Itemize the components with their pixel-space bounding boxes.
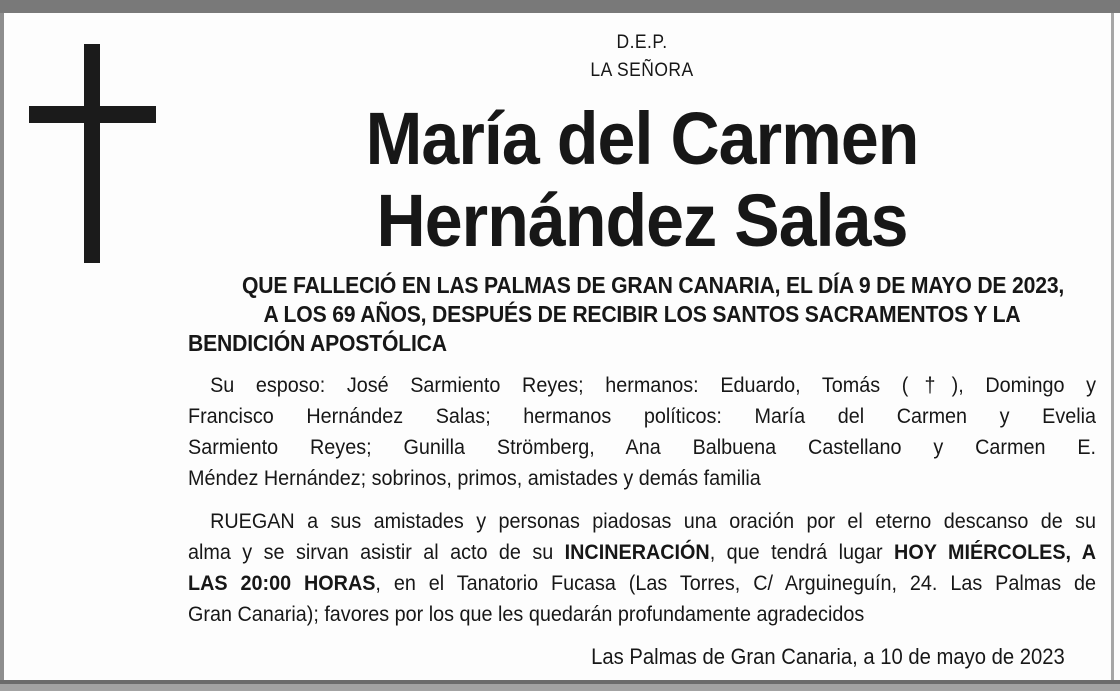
bold-text-segment: LAS 20:00 HORAS: [188, 571, 376, 595]
text-segment: Gran Canaria); favores por los que les quedarán profundamente agradecidos: [188, 602, 865, 626]
paragraph-line: [188, 537, 1096, 568]
notice-text-column: [188, 31, 1096, 671]
honorific-heading: LA SEÑORA: [590, 60, 694, 81]
scan-edge-left: [0, 13, 4, 691]
deceased-name-line2: Hernández Salas: [376, 179, 908, 262]
cross-vertical-bar: [84, 44, 100, 263]
paragraph-line: [188, 329, 1096, 358]
paragraph-line: [188, 463, 1096, 494]
scan-edge-top: [0, 0, 1120, 13]
bold-text-segment: INCINERACIÓN: [564, 540, 710, 564]
paragraph-line: [188, 271, 1096, 300]
paragraph-line: [188, 506, 1096, 537]
text-segment: Sarmiento Reyes; Gunilla Strömberg, Ana Balbuena Castellano y Carmen E.: [188, 435, 1097, 459]
text-segment: Su esposo: José Sarmiento Reyes; hermanos: Eduardo, Tomás (†), Domingo y: [210, 373, 1097, 397]
text-segment: QUE FALLECIÓ EN LAS PALMAS DE GRAN CANARIA, EL DÍA 9 DE MAYO DE 2023,: [242, 272, 1065, 298]
plea-paragraph: [188, 506, 1096, 630]
text-segment: , que tendrá lugar: [709, 540, 895, 564]
scan-edge-bottom: [0, 680, 1120, 691]
deceased-name-line1: María del Carmen: [365, 97, 919, 180]
bold-text-segment: HOY MIÉRCOLES, A: [894, 540, 1097, 564]
paragraph-line: [188, 599, 1096, 630]
paragraph-line: [188, 401, 1096, 432]
text-segment: alma y se sirvan asistir al acto de su: [188, 540, 565, 564]
cross-horizontal-bar: [29, 106, 156, 123]
paragraph-line: [188, 370, 1096, 401]
text-segment: Francisco Hernández Salas; hermanos políticos: María del Carmen y Evelia: [188, 404, 1097, 428]
text-segment: , en el Tanatorio Fucasa (Las Torres, C/ Arguineguín, 24. Las Palmas de: [375, 571, 1097, 595]
scan-edge-right: [1111, 13, 1114, 680]
paragraph-line: [188, 432, 1096, 463]
text-segment: BENDICIÓN APOSTÓLICA: [188, 330, 447, 356]
family-paragraph: [188, 370, 1096, 494]
text-segment: A LOS 69 AÑOS, DESPUÉS DE RECIBIR LOS SANTOS SACRAMENTOS Y LA: [263, 301, 1021, 327]
text-segment: Méndez Hernández; sobrinos, primos, amistades y demás familia: [188, 466, 761, 490]
death-details: [188, 271, 1096, 358]
text-segment: RUEGAN a sus amistades y personas piadosas una oración por el eterno descanso de su: [210, 509, 1097, 533]
paragraph-line: [188, 300, 1096, 329]
paragraph-line: [188, 568, 1096, 599]
dep-heading: D.E.P.: [616, 32, 668, 53]
deceased-name: [188, 98, 1096, 262]
dateline: Las Palmas de Gran Canaria, a 10 de mayo de 2023: [591, 644, 1065, 669]
